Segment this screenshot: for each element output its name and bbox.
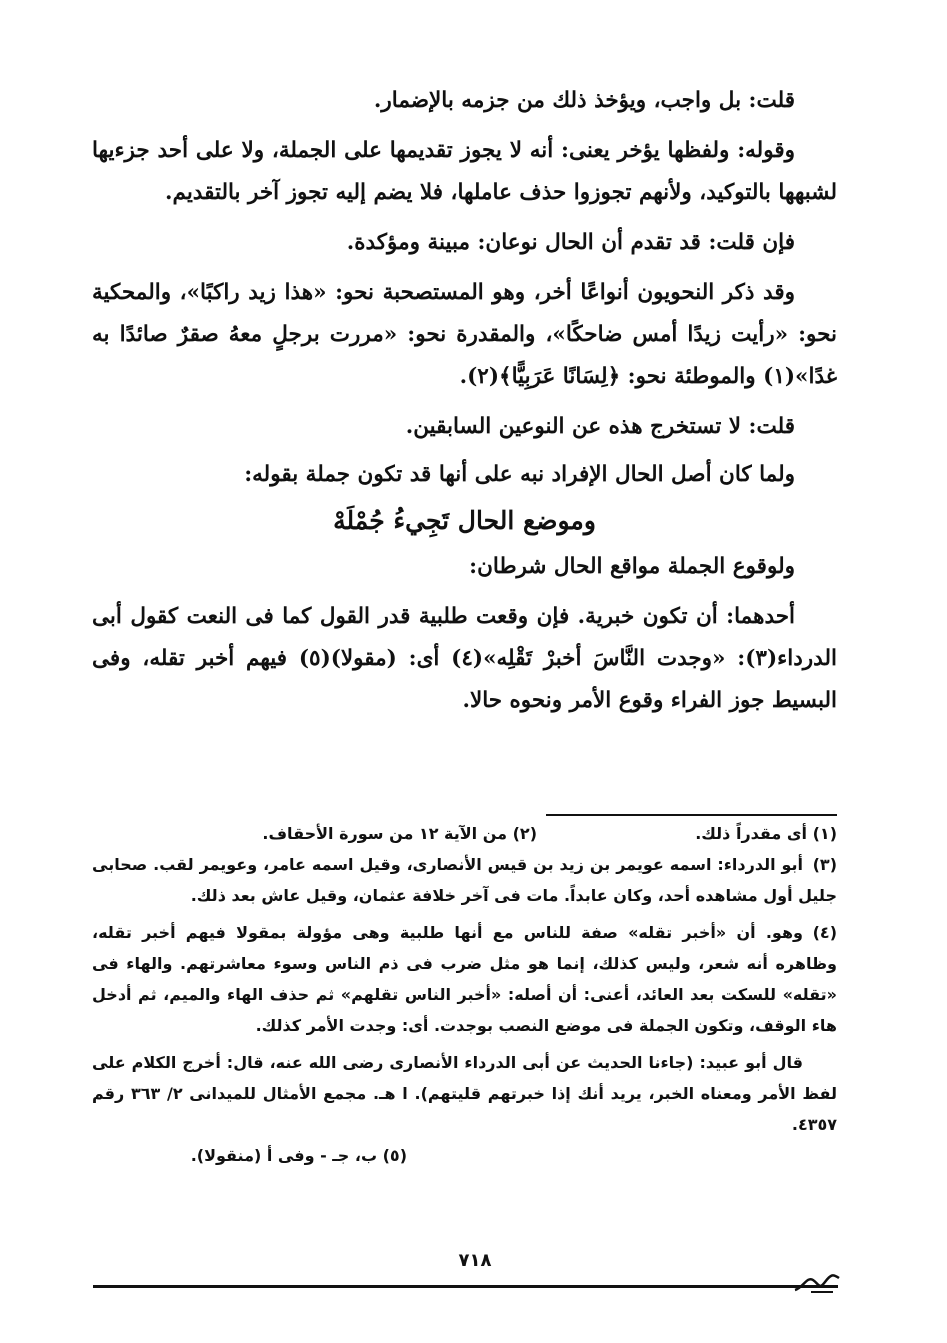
footnote-4	[92, 917, 837, 1041]
paragraph-8: أحدهما: أن تكون خبرية. فإن وقعت طلبية قدر القول كما فى النعت كقول أبى الدرداء(٣): «وجدت النَّاسَ أخبرْ تَقْلِه»(٤) أى: (مقولا)(٥) فيهم أخبر تقله، وفى البسيط جوز الفراء وقوع الأمر ونحوه حالا.	[92, 604, 837, 713]
paragraph-2: وقوله: ولفظها يؤخر يعنى: أنه لا يجوز تقديمها على الجملة، ولا على أحد جزءيها لشبهها بالتوكيد، ولأنهم تجوزوا حذف عاملها، فلا يضم إليه تجوز آخر بالتقديم.	[92, 138, 837, 205]
footnotes	[92, 818, 837, 1171]
main-text	[92, 80, 837, 722]
footnote-4-number: (٤)	[812, 923, 837, 942]
page-number: ٧١٨	[458, 1250, 492, 1271]
paragraph-4: وقد ذكر النحويون أنواعًا أخر، وهو المستصحبة نحو: «هذا زيد راكبًا»، والمحكية نحو: «رأيت زيدًا أمس ضاحكًا»، والمقدرة نحو: «مررت برجلٍ معهُ صقرٌ صائدًا به غدًا»(١) والموطئة نحو: ﴿لِسَانًا عَرَبِيًّا﴾(٢).	[92, 280, 837, 389]
footnote-5: (٥) ب، جـ - وفى أ (منقولا).	[190, 1146, 407, 1165]
paragraph-1: قلت: بل واجب، ويؤخذ ذلك من جزمه بالإضمار.	[373, 88, 795, 113]
footnote-3-text: أبو الدرداء: اسمه عويمر بن زيد بن قيس الأنصارى، وقيل اسمه عامر، وعويمر لقب. صحابى جليل أول مشاهده أحد، وكان عابداً. مات فى آخر خلافة عثمان، وقيل عاش بعد ذلك.	[92, 855, 837, 905]
footnote-1: (١) أى مقدراً ذلك.	[695, 824, 837, 843]
footnote-3-number: (٣)	[812, 855, 837, 874]
bottom-rule	[93, 1285, 838, 1288]
footnote-3	[92, 849, 837, 911]
paragraph-7: ولوقوع الجملة مواقع الحال شرطان:	[469, 554, 795, 579]
paragraph-5: قلت: لا تستخرج هذه عن النوعين السابقين.	[405, 414, 795, 439]
paragraph-6: ولما كان أصل الحال الإفراد نبه على أنها قد تكون جملة بقوله:	[244, 462, 795, 487]
verse-line: وموضع الحال تَجِيءُ جُمْلَهْ	[333, 506, 596, 535]
footnote-4-continuation: قال أبو عبيد: (جاءنا الحديث عن أبى الدرداء الأنصارى رضى الله عنه، قال: أخرج الكلام على لفظ الأمر ومعناه الخبر، يريد أنك إذا خبرتهم قليتهم). ا هـ. مجمع الأمثال للميدانى ٢/ ٣٦٣ رقم ٤٣٥٧.	[92, 1053, 838, 1134]
paragraph-3: فإن قلت: قد تقدم أن الحال نوعان: مبينة ومؤكدة.	[346, 230, 795, 255]
footnote-separator	[546, 814, 837, 816]
footnote-row-1-2	[92, 818, 837, 849]
footnote-2: (٢) من الآية ١٢ من سورة الأحقاف.	[262, 824, 537, 843]
footnote-4-text: وهو. أن «أخبر تقله» صفة للناس مع أنها طلبية وهى مؤولة بمقولا فيهم أخبر تقله، وظاهره أنه شعر، وليس كذلك، إنما هو مثل ضرب فى ذم الناس وسوء معاشرتهم. والهاء فى «تقله» للسكت بعد العائد، أعنى: أن أصله: «أخبر الناس تقلهم» ثم حذف الهاء والميم، ثم أدخل هاء الوقف، وتكون الجملة فى موضع النصب بوجدت. أى: وجدت الأمر كذلك.	[92, 923, 837, 1035]
signature-mark-icon	[793, 1268, 843, 1296]
